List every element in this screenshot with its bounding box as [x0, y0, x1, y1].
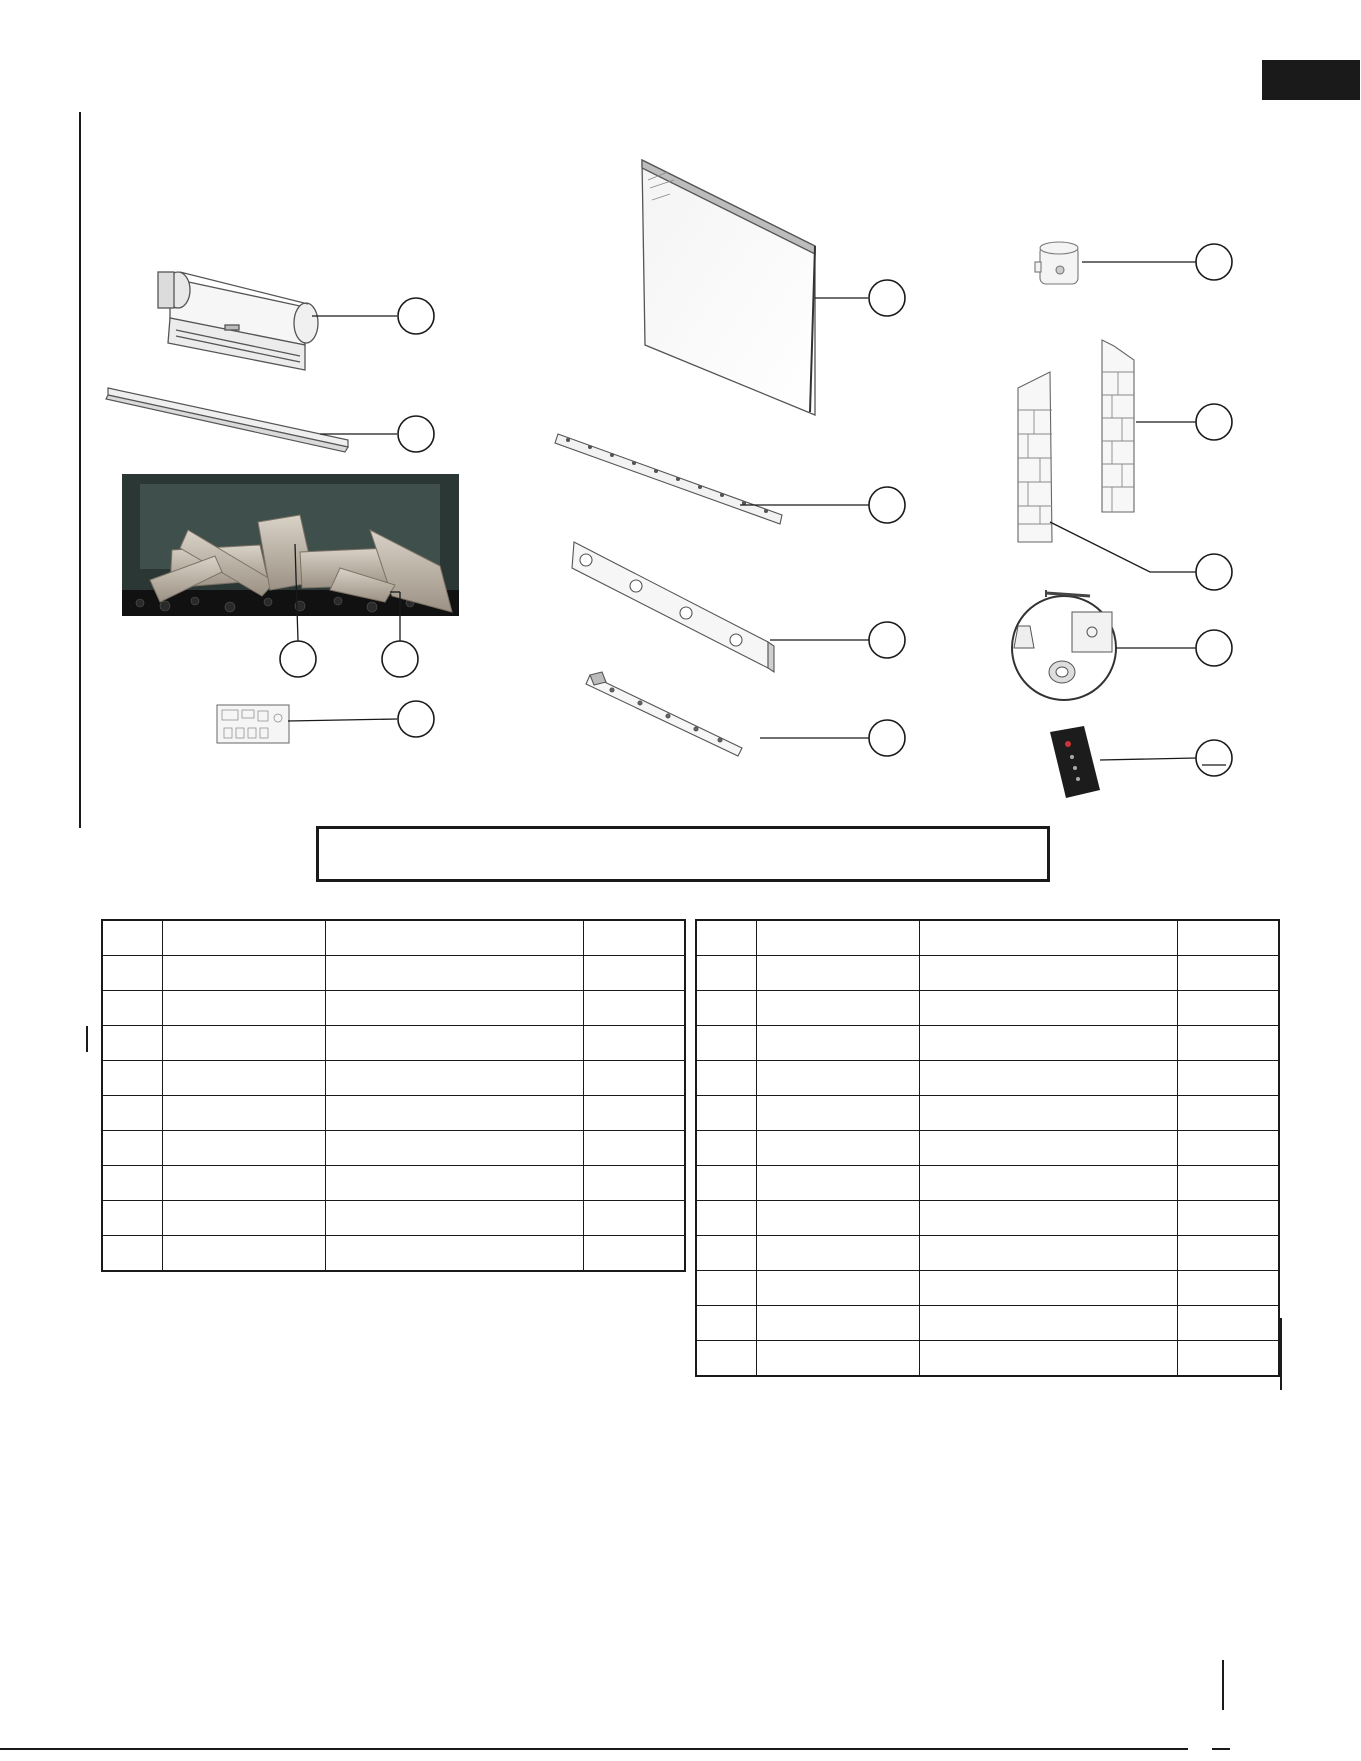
table-cell	[696, 1166, 756, 1201]
table-row	[696, 991, 1279, 1026]
callout-11	[1196, 404, 1232, 440]
led-strip-middle-icon	[572, 542, 774, 672]
table-cell	[102, 1131, 162, 1166]
table-cell	[696, 991, 756, 1026]
table-cell	[696, 1236, 756, 1271]
table-header-row	[696, 920, 1279, 956]
table-cell	[162, 1131, 325, 1166]
table-cell	[583, 1026, 685, 1061]
table-cell	[1177, 991, 1279, 1026]
brick-panel-right-icon	[1102, 340, 1134, 512]
burner-rail-icon	[106, 388, 348, 452]
table-cell	[1177, 1306, 1279, 1341]
table-cell	[325, 1236, 583, 1272]
table-cell	[919, 991, 1177, 1026]
parts-list-title-box	[316, 826, 1050, 882]
table-cell	[1177, 956, 1279, 991]
table-row	[696, 1096, 1279, 1131]
table-cell	[583, 1166, 685, 1201]
table-header-row	[102, 920, 685, 956]
callout-2	[398, 416, 434, 452]
table-row	[696, 1131, 1279, 1166]
table-cell	[1177, 1341, 1279, 1377]
burner-assembly-icon	[158, 272, 318, 370]
table-cell	[919, 1131, 1177, 1166]
table-cell	[919, 1166, 1177, 1201]
table-cell	[162, 1166, 325, 1201]
table-cell	[1177, 1096, 1279, 1131]
table-cell	[583, 920, 685, 956]
exploded-parts-diagram	[0, 0, 1361, 830]
table-cell	[696, 1061, 756, 1096]
table-cell	[325, 1131, 583, 1166]
table-row	[102, 1096, 685, 1131]
table-cell	[919, 1341, 1177, 1377]
callout-12	[1196, 554, 1232, 590]
table-cell	[102, 1166, 162, 1201]
table-cell	[325, 920, 583, 956]
table-cell	[102, 1026, 162, 1061]
callout-5	[398, 701, 434, 737]
table-cell	[756, 1271, 919, 1306]
table-cell	[756, 1236, 919, 1271]
table-row	[102, 1236, 685, 1272]
table-cell	[696, 1026, 756, 1061]
table-cell	[583, 956, 685, 991]
table-cell	[1177, 1131, 1279, 1166]
table-row	[696, 956, 1279, 991]
table-row	[696, 1306, 1279, 1341]
revision-bar-small	[86, 1026, 88, 1052]
table-row	[102, 1131, 685, 1166]
table-cell	[919, 1236, 1177, 1271]
table-cell	[756, 1061, 919, 1096]
glass-panel-icon	[642, 160, 815, 415]
callout-10	[1196, 244, 1232, 280]
table-cell	[162, 1236, 325, 1272]
table-cell	[1177, 1236, 1279, 1271]
table-cell	[102, 1096, 162, 1131]
table-row	[696, 1236, 1279, 1271]
table-cell	[919, 1026, 1177, 1061]
table-cell	[1177, 920, 1279, 956]
table-cell	[583, 1236, 685, 1272]
motor-icon	[1035, 242, 1078, 284]
led-strip-bottom-icon	[586, 672, 742, 756]
table-cell	[162, 956, 325, 991]
callout-9	[869, 720, 905, 756]
table-cell	[756, 1131, 919, 1166]
table-cell	[102, 1236, 162, 1272]
table-cell	[919, 956, 1177, 991]
parts-table-right	[695, 919, 1280, 1377]
table-cell	[919, 920, 1177, 956]
table-row	[102, 956, 685, 991]
table-cell	[325, 1201, 583, 1236]
table-row	[696, 1201, 1279, 1236]
callout-13	[1196, 630, 1232, 666]
table-cell	[756, 920, 919, 956]
table-cell	[696, 1271, 756, 1306]
hardware-kit-icon	[1012, 590, 1116, 700]
table-cell	[919, 1061, 1177, 1096]
table-cell	[162, 920, 325, 956]
table-cell	[696, 1306, 756, 1341]
table-row	[102, 1166, 685, 1201]
table-row	[696, 1271, 1279, 1306]
brick-panel-left-icon	[1018, 372, 1052, 542]
callout-8	[869, 622, 905, 658]
table-cell	[583, 1131, 685, 1166]
table-cell	[756, 1306, 919, 1341]
control-board-icon	[217, 705, 289, 743]
led-strip-top-icon	[555, 434, 782, 524]
log-set-photo	[122, 474, 459, 616]
table-cell	[583, 991, 685, 1026]
table-row	[696, 1341, 1279, 1377]
table-cell	[162, 1026, 325, 1061]
table-cell	[162, 1201, 325, 1236]
callout-4	[382, 641, 418, 677]
table-cell	[756, 1341, 919, 1377]
table-cell	[102, 1061, 162, 1096]
callout-14	[1196, 740, 1232, 776]
parts-table-left	[101, 919, 686, 1272]
table-cell	[1177, 1271, 1279, 1306]
footer-rule-short	[1212, 1748, 1230, 1750]
table-cell	[102, 920, 162, 956]
table-cell	[696, 920, 756, 956]
table-cell	[756, 1096, 919, 1131]
table-row	[102, 991, 685, 1026]
table-cell	[583, 1096, 685, 1131]
table-cell	[696, 1096, 756, 1131]
table-cell	[162, 991, 325, 1026]
callout-1	[398, 298, 434, 334]
table-cell	[325, 1026, 583, 1061]
callout-6	[869, 280, 905, 316]
table-cell	[756, 956, 919, 991]
table-cell	[325, 1096, 583, 1131]
table-cell	[756, 991, 919, 1026]
table-row	[696, 1061, 1279, 1096]
table-cell	[919, 1306, 1177, 1341]
table-cell	[756, 1026, 919, 1061]
table-cell	[102, 1201, 162, 1236]
callout-7	[869, 487, 905, 523]
table-cell	[102, 956, 162, 991]
remote-control-icon	[1050, 726, 1100, 798]
table-cell	[696, 1201, 756, 1236]
table-cell	[919, 1096, 1177, 1131]
table-cell	[696, 956, 756, 991]
table-cell	[102, 991, 162, 1026]
table-cell	[162, 1096, 325, 1131]
table-cell	[325, 991, 583, 1026]
table-row	[102, 1026, 685, 1061]
table-cell	[919, 1271, 1177, 1306]
table-cell	[162, 1061, 325, 1096]
table-row	[102, 1061, 685, 1096]
table-cell	[1177, 1026, 1279, 1061]
table-row	[696, 1026, 1279, 1061]
table-cell	[696, 1131, 756, 1166]
table-cell	[1177, 1201, 1279, 1236]
table-row	[696, 1166, 1279, 1201]
table-cell	[919, 1201, 1177, 1236]
table-cell	[325, 1061, 583, 1096]
table-cell	[325, 1166, 583, 1201]
table-cell	[756, 1201, 919, 1236]
table-cell	[583, 1201, 685, 1236]
page-number-divider	[1222, 1660, 1224, 1710]
revision-bar-right	[1280, 1318, 1282, 1390]
footer-rule	[0, 1748, 1188, 1750]
table-row	[102, 1201, 685, 1236]
table-cell	[756, 1166, 919, 1201]
table-cell	[325, 956, 583, 991]
table-cell	[696, 1341, 756, 1377]
callout-3	[280, 641, 316, 677]
table-cell	[1177, 1166, 1279, 1201]
table-cell	[1177, 1061, 1279, 1096]
table-cell	[583, 1061, 685, 1096]
